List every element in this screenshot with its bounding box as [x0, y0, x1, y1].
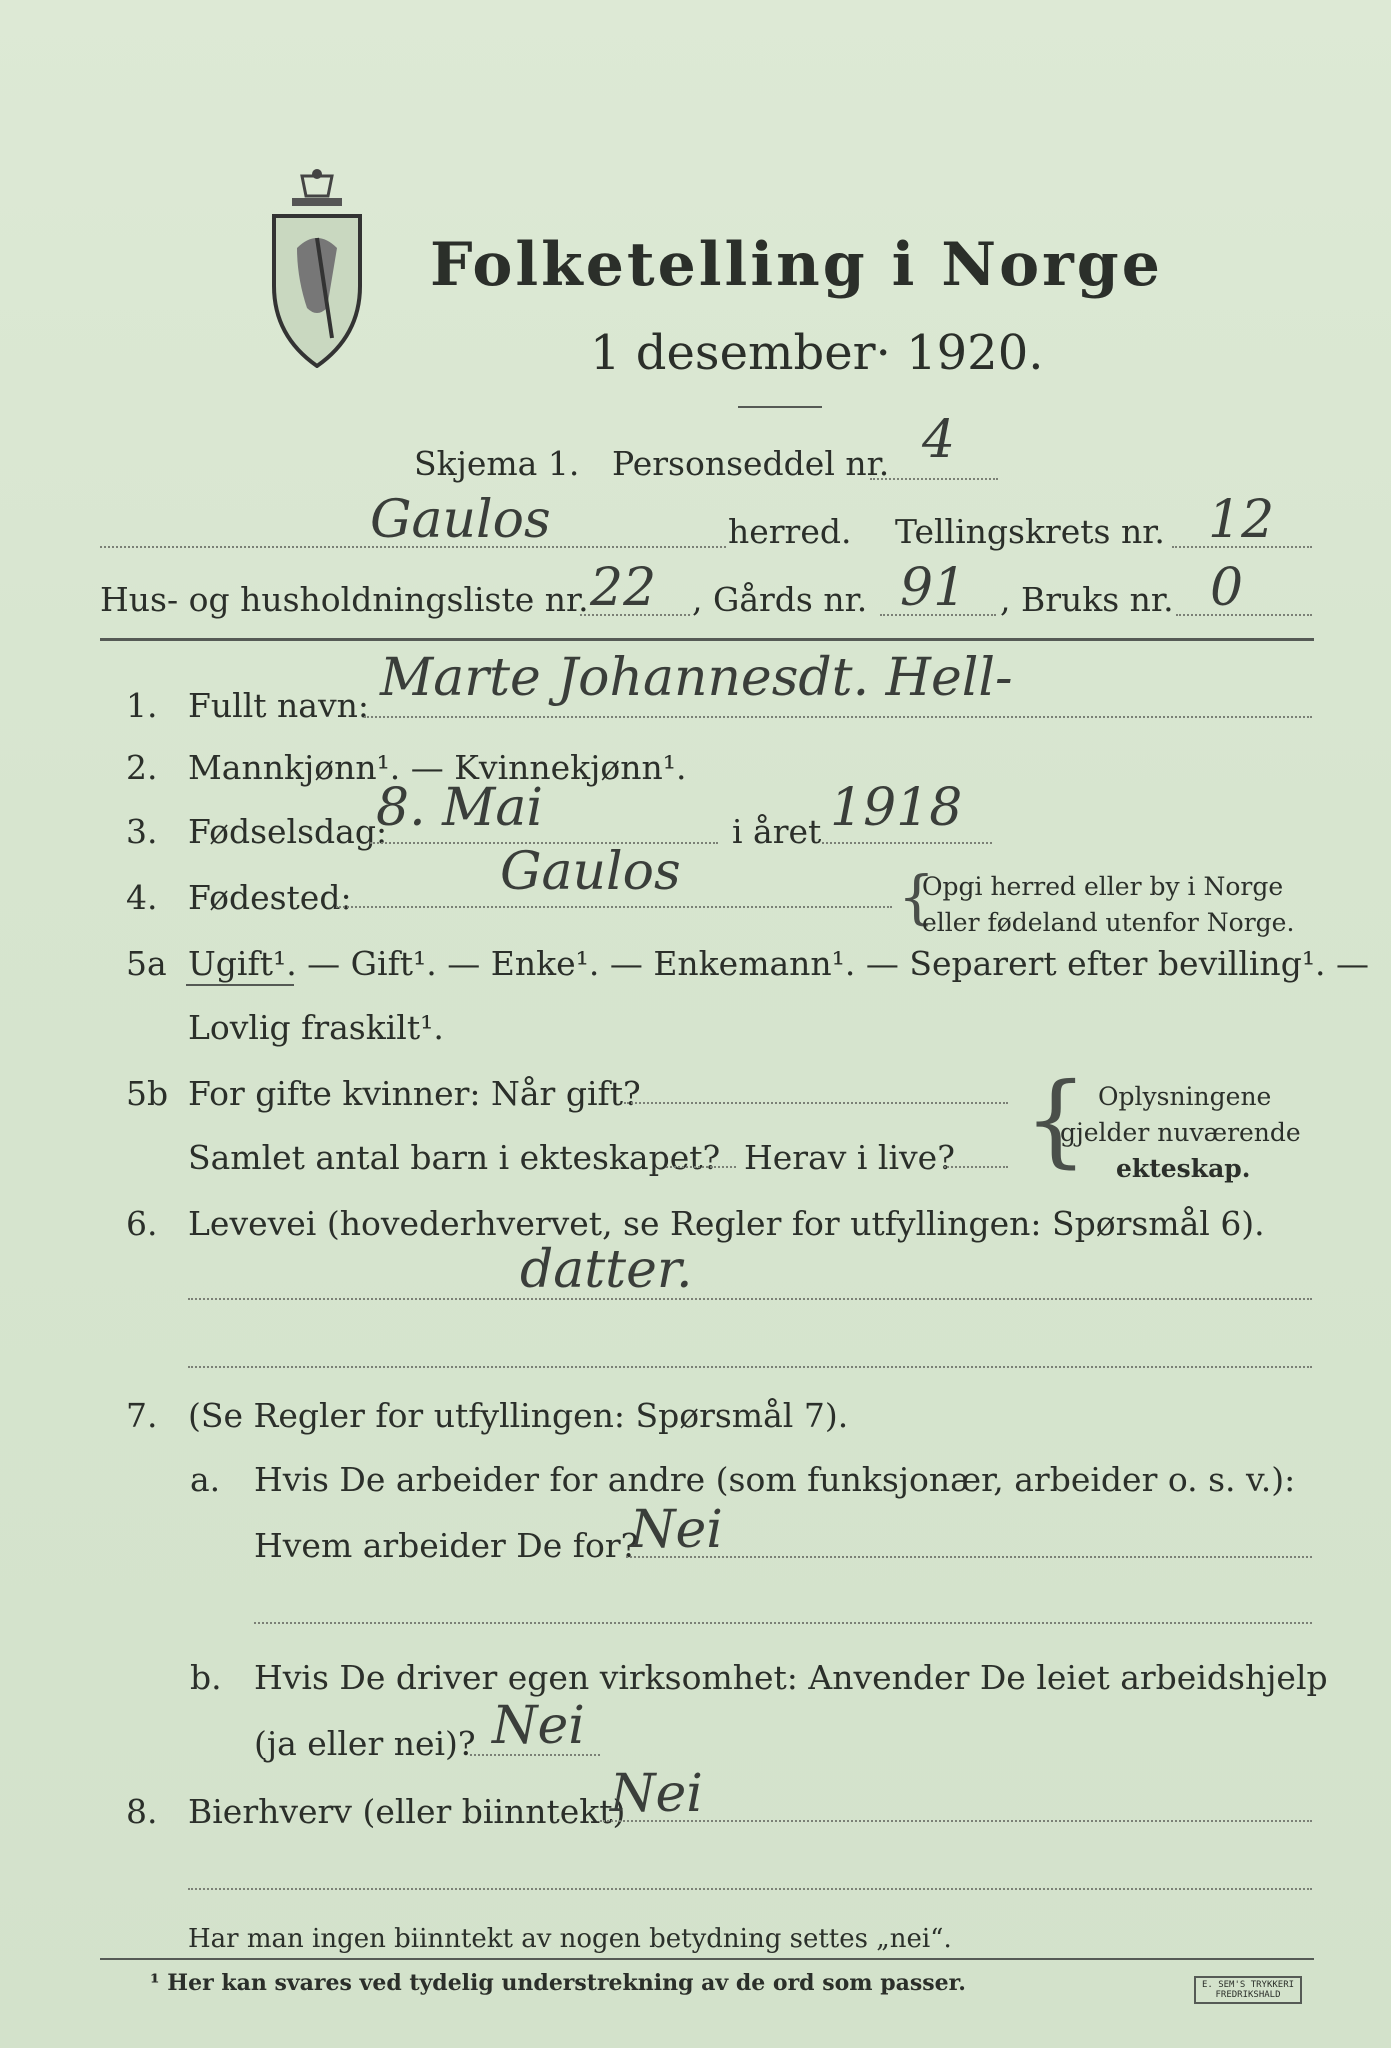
printer-stamp: E. SEM'S TRYKKERI FREDRIKSHALD: [1194, 1976, 1302, 2004]
bruks-value[interactable]: 0: [1210, 558, 1244, 618]
herred-value[interactable]: Gaulos: [370, 490, 551, 550]
q5b-note-line3: ekteskap.: [1116, 1154, 1251, 1183]
footnote-divider: [100, 1958, 1314, 1960]
q5a-label: Ugift¹. — Gift¹. — Enke¹. — Enkemann¹. — Separert efter bevilling¹. —: [188, 944, 1370, 983]
footer-note: Har man ingen biinntekt av nogen betydning settes „nei“.: [188, 1924, 952, 1954]
q4-line: [336, 906, 892, 908]
q6-number: 6.: [126, 1204, 158, 1243]
q7-number: 7.: [126, 1396, 158, 1435]
q1-label: Fullt navn:: [188, 686, 369, 725]
q7b-label: Hvis De driver egen virksomhet: Anvender De leiet arbeidshjelp: [254, 1658, 1328, 1697]
q7b-label-line2: (ja eller nei)?: [254, 1724, 476, 1763]
bruks-line: [1176, 614, 1312, 616]
q4-number: 4.: [126, 878, 158, 917]
personseddel-line: [870, 478, 998, 480]
q6-value[interactable]: datter.: [520, 1240, 693, 1300]
gards-value[interactable]: 91: [900, 558, 967, 618]
q5b-children-line: [666, 1166, 736, 1168]
q8-line1: [600, 1820, 1312, 1822]
form-title: Folketelling i Norge: [430, 230, 1163, 300]
q8-label: Bierhverv (eller biinntekt): [188, 1792, 626, 1831]
q5b-label: For gifte kvinner: Når gift?: [188, 1074, 641, 1113]
skjema-label: Skjema 1.: [414, 444, 580, 483]
hus-value[interactable]: 22: [590, 558, 657, 618]
q7b-number: b.: [190, 1658, 222, 1697]
q4-note-line1: Opgi herred eller by i Norge: [922, 872, 1284, 901]
q5b-alive-label: Herav i live?: [744, 1138, 955, 1177]
tellingskrets-label: Tellingskrets nr.: [895, 512, 1165, 551]
q6-label: Levevei (hovederhvervet, se Regler for utfyllingen: Spørsmål 6).: [188, 1204, 1265, 1243]
q7a-line1: [626, 1556, 1312, 1558]
tellingskrets-value[interactable]: 12: [1208, 490, 1275, 550]
q2-label: Mannkjønn¹. — Kvinnekjønn¹.: [188, 748, 687, 787]
q3-value[interactable]: 8. Mai: [376, 778, 544, 838]
q5b-note-line2: gjelder nuværende: [1060, 1118, 1301, 1147]
q7-label: (Se Regler for utfyllingen: Spørsmål 7).: [188, 1396, 849, 1435]
q7a-number: a.: [190, 1460, 221, 1499]
q4-note-brace: {: [898, 863, 935, 931]
bruks-label: , Bruks nr.: [1000, 580, 1174, 619]
q5b-alive-line: [944, 1166, 1008, 1168]
q5a-underline-ugift: [186, 984, 294, 986]
q3-label: Fødselsdag:: [188, 812, 388, 851]
q8-line2: [188, 1888, 1312, 1890]
q7b-value[interactable]: Nei: [492, 1696, 585, 1756]
personseddel-value[interactable]: 4: [922, 410, 956, 470]
q7a-label: Hvis De arbeider for andre (som funksjonær, arbeider o. s. v.):: [254, 1460, 1296, 1499]
header-divider: [100, 638, 1314, 641]
q5b-number: 5b: [126, 1074, 169, 1113]
q7a-label-line2: Hvem arbeider De for?: [254, 1526, 639, 1565]
norway-coat-of-arms-icon: [262, 168, 372, 368]
q1-line: [364, 716, 1312, 718]
q6-line1: [188, 1298, 1312, 1300]
q1-value[interactable]: Marte Johannesdt. Hell-: [380, 648, 1013, 708]
q5b-children-label: Samlet antal barn i ekteskapet?: [188, 1138, 721, 1177]
q5b-married-line: [624, 1102, 1008, 1104]
q8-value[interactable]: Nei: [610, 1764, 703, 1824]
herred-label: herred.: [728, 512, 852, 551]
q5b-note-line1: Oplysningene: [1098, 1082, 1272, 1111]
q4-value[interactable]: Gaulos: [500, 842, 681, 902]
q3-year-label: i året: [732, 812, 822, 851]
q4-note-line2: eller fødeland utenfor Norge.: [922, 908, 1295, 937]
footnote: ¹ Her kan svares ved tydelig understrekning av de ord som passer.: [150, 1970, 966, 1996]
q1-number: 1.: [126, 686, 158, 725]
q5a-number: 5a: [126, 944, 167, 983]
q2-number: 2.: [126, 748, 158, 787]
form-date: 1 desember· 1920.: [590, 325, 1044, 381]
title-divider: [738, 406, 822, 408]
q4-label: Fødested:: [188, 878, 352, 917]
gards-label: , Gårds nr.: [692, 580, 868, 619]
q8-number: 8.: [126, 1792, 158, 1831]
q3-year-line: [822, 842, 992, 844]
q7a-line2: [254, 1622, 1312, 1624]
q3-number: 3.: [126, 812, 158, 851]
q5b-note-brace: {: [1024, 1061, 1088, 1178]
q5a-label-line2: Lovlig fraskilt¹.: [188, 1008, 444, 1047]
hus-label: Hus- og husholdningsliste nr.: [100, 580, 589, 619]
q7a-value[interactable]: Nei: [630, 1500, 723, 1560]
personseddel-label: Personseddel nr.: [612, 444, 890, 483]
q6-line2: [188, 1366, 1312, 1368]
q3-year-value[interactable]: 1918: [830, 778, 963, 838]
